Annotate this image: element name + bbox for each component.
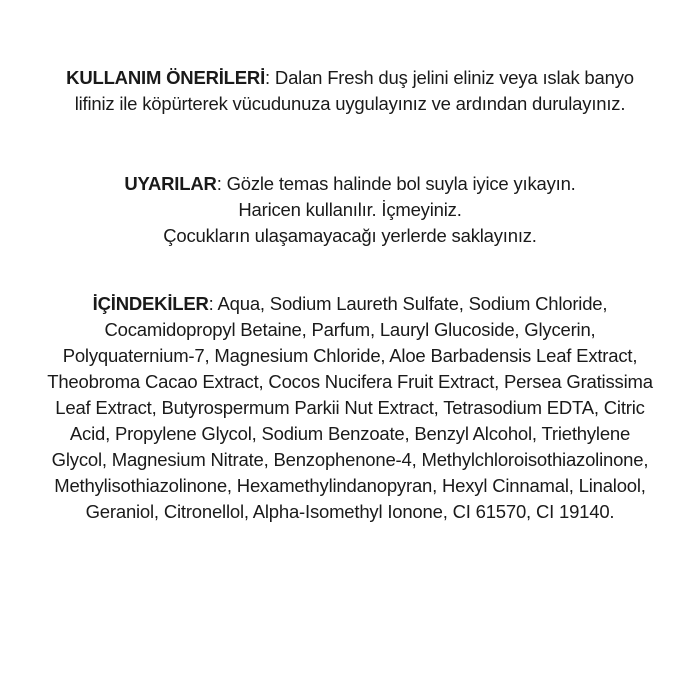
warnings-label: UYARILAR bbox=[124, 173, 217, 194]
warnings-line-2: Haricen kullanılır. İçmeyiniz. bbox=[238, 199, 462, 220]
ingredients-line-7: Glycol, Magnesium Nitrate, Benzophenone-4, Methylchloroisothiazolinone, bbox=[51, 449, 649, 470]
ingredients-section bbox=[20, 291, 680, 525]
warnings-section bbox=[20, 171, 680, 249]
ingredients-line-2: Cocamidopropyl Betaine, Parfum, Lauryl Glucoside, Glycerin, bbox=[104, 319, 596, 340]
ingredients-text-1: : Aqua, Sodium Laureth Sulfate, Sodium Chloride, bbox=[208, 293, 608, 314]
ingredients-line-5: Leaf Extract, Butyrospermum Parkii Nut Extract, Tetrasodium EDTA, Citric bbox=[55, 397, 645, 418]
usage-instructions-section bbox=[20, 65, 680, 117]
usage-line-2: lifiniz ile köpürterek vücudunuza uygulayınız ve ardından durulayınız. bbox=[74, 93, 626, 114]
ingredients-line-9: Geraniol, Citronellol, Alpha-Isomethyl Ionone, CI 61570, CI 19140. bbox=[85, 501, 615, 522]
usage-line-1 bbox=[20, 65, 680, 91]
ingredients-line-6: Acid, Propylene Glycol, Sodium Benzoate, Benzyl Alcohol, Triethylene bbox=[69, 423, 631, 444]
warnings-line-3: Çocukların ulaşamayacağı yerlerde saklayınız. bbox=[163, 225, 537, 246]
usage-text-1: : Dalan Fresh duş jelini eliniz veya ıslak banyo bbox=[265, 67, 634, 88]
warnings-text-1: : Gözle temas halinde bol suyla iyice yıkayın. bbox=[216, 173, 576, 194]
ingredients-line-4: Theobroma Cacao Extract, Cocos Nucifera Fruit Extract, Persea Gratissima bbox=[47, 371, 653, 392]
warnings-line-1 bbox=[20, 171, 680, 197]
ingredients-label: İÇİNDEKİLER bbox=[92, 293, 209, 314]
ingredients-line-8: Methylisothiazolinone, Hexamethylindanopyran, Hexyl Cinnamal, Linalool, bbox=[54, 475, 646, 496]
ingredients-line-1 bbox=[20, 291, 680, 317]
usage-label: KULLANIM ÖNERİLERİ bbox=[66, 67, 266, 88]
ingredients-line-3: Polyquaternium-7, Magnesium Chloride, Aloe Barbadensis Leaf Extract, bbox=[62, 345, 638, 366]
